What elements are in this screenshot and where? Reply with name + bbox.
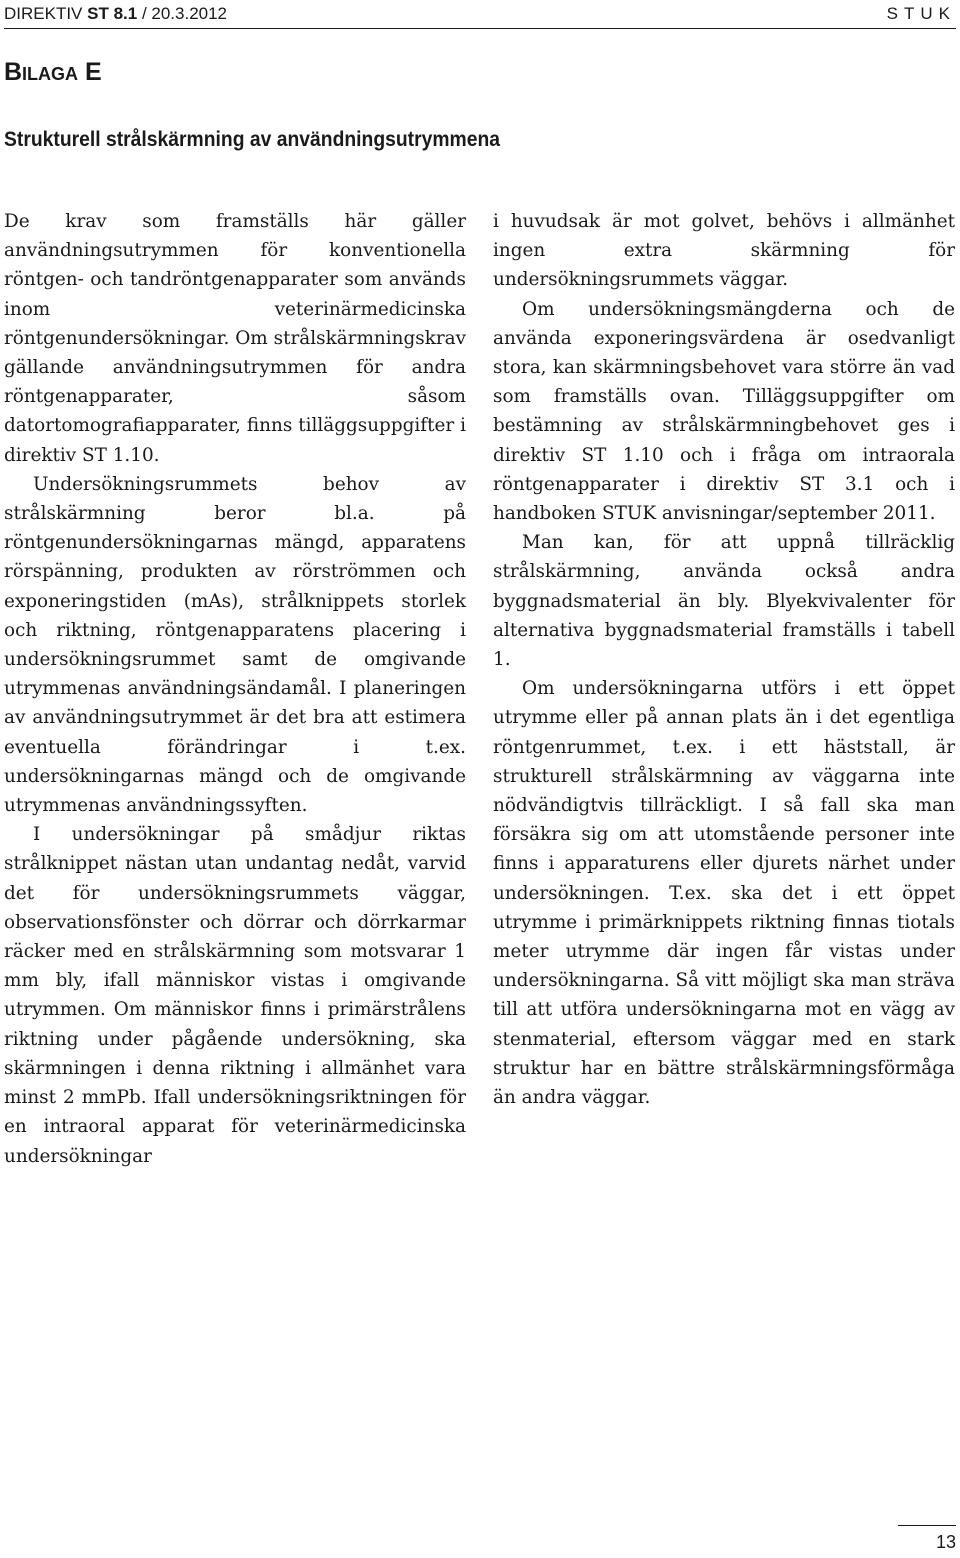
paragraph: i huvudsak är mot golvet, behövs i allmänhet ingen extra skärmning för undersökningsrummets väggar. bbox=[493, 211, 955, 291]
page-header bbox=[0, 0, 960, 28]
paragraph: Man kan, för att uppnå tillräcklig strålskärmning, använda också andra byggnadsmaterial än bly. Blyekvivalenter för alternativa byggnadsmaterial framställs i tabell 1. bbox=[493, 532, 955, 671]
doc-date: / 20.3.2012 bbox=[137, 4, 228, 23]
doc-label: DIREKTIV bbox=[4, 4, 88, 23]
header-divider bbox=[4, 28, 956, 29]
publisher-name: STUK bbox=[886, 4, 956, 23]
appendix-title: Bilaga E bbox=[4, 58, 102, 86]
page-number: 13 bbox=[935, 1532, 956, 1552]
doc-code: ST 8.1 bbox=[87, 4, 138, 23]
paragraph: I undersökningar på smådjur riktas strålknippet nästan utan undantag nedåt, varvid det för undersökningsrummets väggar, observationsfönster och dörrar och dörrkarmar räcker med en strålskärmning som motsvarar 1 mm bly, ifall människor vistas i omgivande utrymmen. Om människor finns i primärstrålens riktning under pågående undersökning, ska skärmningen i denna riktning i allmänhet vara minst 2 mmPb. Ifall undersökningsriktningen för en intraoral apparat för veterinärmedicinska undersökningar bbox=[4, 824, 466, 1167]
paragraph: Om undersökningsmängderna och de använda exponeringsvärdena är osedvanligt stora, kan skärmningsbehovet vara större än vad som framställs ovan. Tilläggsuppgifter om bestämning av strålskärmningbehovet ges i direktiv ST 1.10 och i fråga om intraorala röntgenapparater i direktiv ST 3.1 och i handboken STUK anvisningar/september 2011. bbox=[493, 298, 955, 525]
paragraph: De krav som framställs här gäller användningsutrymmen för konventionella röntgen- och tandröntgenapparater som används inom veterinärmedicinska röntgenundersökningar. Om strålskärmningskrav gällande användningsutrymmen för andra röntgenapparater, såsom datortomografiapparater, finns tilläggsuppgifter i direktiv ST 1.10. bbox=[4, 211, 466, 466]
footer-divider bbox=[898, 1525, 956, 1526]
right-column bbox=[493, 207, 955, 1112]
paragraph: Undersökningsrummets behov av strålskärmning beror bl.a. på röntgenundersökningarnas mängd, apparatens rörspänning, produkten av rörströmmen och exponeringstiden (mAs), strålknippets storlek och riktning, röntgenapparatens placering i undersökningsrummet samt de omgivande utrymmenas användningsändamål. I planeringen av användningsutrymmet är det bra att estimera eventuella förändringar i t.ex. undersökningarnas mängd och de omgivande utrymmenas användningssyften. bbox=[4, 473, 466, 817]
paragraph: Om undersökningarna utförs i ett öppet utrymme eller på annan plats än i det egentliga röntgenrummet, t.ex. i ett häststall, är strukturell strålskärmning av väggarna inte nödvändigtvis tillräckligt. I så fall ska man försäkra sig om att utomstående personer inte finns i apparaturens eller djurets närhet under undersökningen. T.ex. ska det i ett öppet utrymme i primärknippets riktning finnas tiotals meter utrymme där ingen får vistas under undersökningarna. Så vitt möjligt ska man sträva till att utföra undersökningarna mot en vägg av stenmaterial, eftersom väggar med en stark struktur har en bättre strålskärmningsförmåga än andra väggar. bbox=[493, 678, 955, 1109]
section-title: Strukturell strålskärmning av användningsutrymmena bbox=[4, 128, 501, 151]
document-reference bbox=[4, 0, 227, 28]
left-column bbox=[4, 207, 466, 1171]
